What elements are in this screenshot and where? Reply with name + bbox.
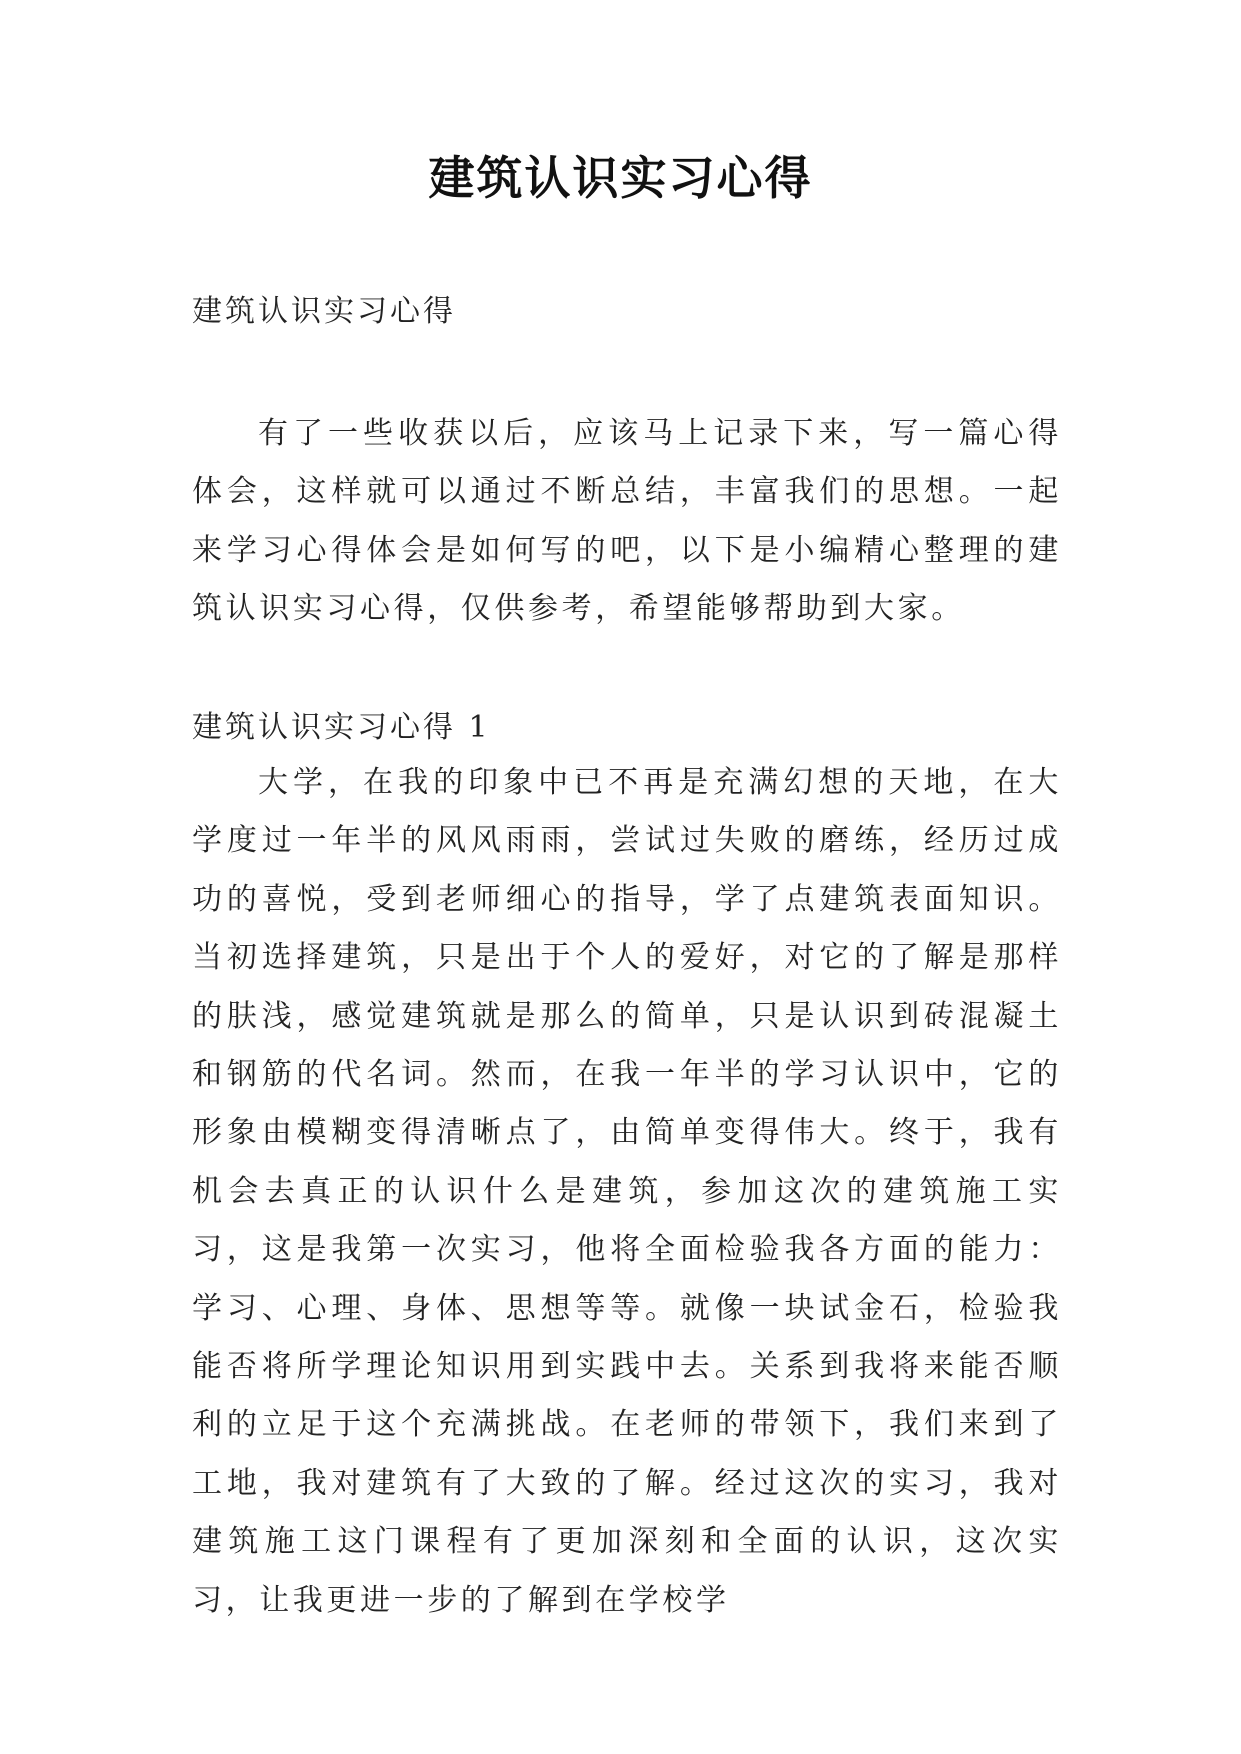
intro-paragraph: 有了一些收获以后，应该马上记录下来，写一篇心得体会，这样就可以通过不断总结，丰富我们的思想。一起来学习心得体会是如何写的吧，以下是小编精心整理的建筑认识实习心得，仅供参考，希望能够帮助到大家。 [192, 416, 1062, 627]
document-title: 建筑认识实习心得 [428, 151, 813, 205]
section-heading: 建筑认识实习心得 1 [192, 710, 491, 745]
section-body-paragraph: 大学，在我的印象中已不再是充满幻想的天地，在大学度过一年半的风风雨雨，尝试过失败的磨练，经历过成功的喜悦，受到老师细心的指导，学了点建筑表面知识。当初选择建筑，只是出于个人的爱好，对它的了解是那样的肤浅，感觉建筑就是那么的简单，只是认识到砖混凝土和钢筋的代名词。然而，在我一年半的学习认识中，它的形象由模糊变得清晰点了，由简单变得伟大。终于，我有机会去真正的认识什么是建筑，参加这次的建筑施工实习，这是我第一次实习，他将全面检验我各方面的能力：学习、心理、身体、思想等等。就像一块试金石，检验我能否将所学理论知识用到实践中去。关系到我将来能否顺利的立足于这个充满挑战。在老师的带领下，我们来到了工地，我对建筑有了大致的了解。经过这次的实习，我对建筑施工这门课程有了更加深刻和全面的认识，这次实习，让我更进一步的了解到在学校学 [192, 765, 1062, 1618]
document-subtitle: 建筑认识实习心得 [192, 294, 456, 329]
